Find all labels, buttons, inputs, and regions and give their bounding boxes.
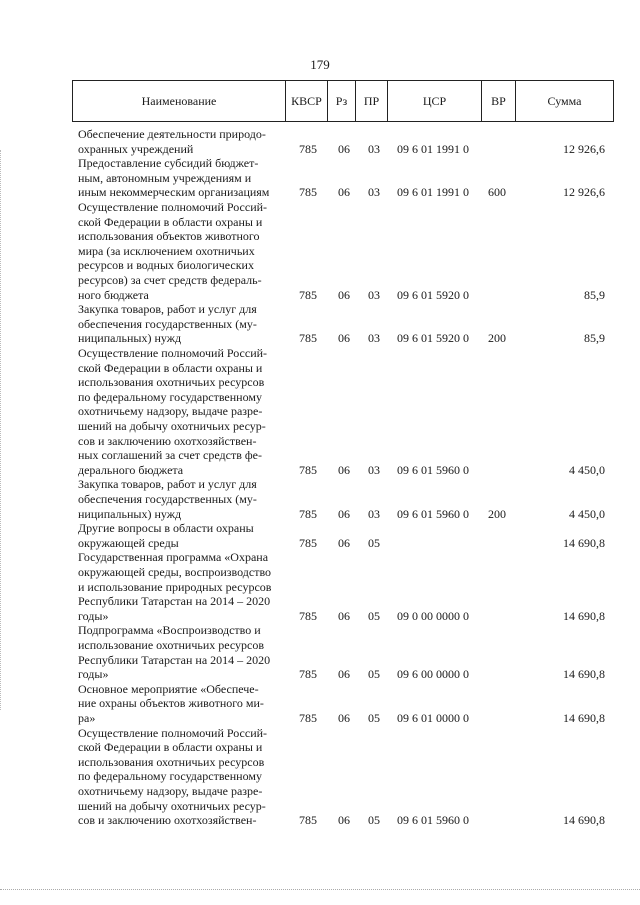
row-csr: 09 6 01 5960 0 [397,462,469,477]
row-kvsr: 785 [299,331,317,346]
row-name [78,302,280,346]
row-pr: 03 [368,506,380,521]
row-name-line: ской Федерации в области охраны и [78,360,263,375]
row-sum: 14 690,8 [563,608,605,623]
row-pr: 03 [368,185,380,200]
table-row [0,200,640,302]
row-rz: 06 [338,813,350,828]
row-rz: 06 [338,506,350,521]
row-name [78,521,280,550]
row-vr: 200 [488,506,506,521]
header-name: Наименование [141,94,217,108]
row-csr: 09 6 00 0000 0 [397,667,469,682]
row-sum: 85,9 [584,331,605,346]
table-header [72,80,614,122]
header-sum: Сумма [515,81,613,121]
row-kvsr: 785 [299,462,317,477]
row-kvsr: 785 [299,813,317,828]
row-name-line: и использование природных ресурсов [78,579,272,594]
table-row [0,623,640,681]
row-name-line: по федеральному государственному [78,389,262,404]
row-csr: 09 6 01 1991 0 [397,185,469,200]
row-csr: 09 6 01 5960 0 [397,813,469,828]
row-name-line: ниципальных) нужд [78,331,182,346]
row-sum: 4 450,0 [569,506,605,521]
row-rz: 06 [338,141,350,156]
row-name [78,200,280,302]
row-name-line: использования объектов животного [78,229,260,244]
row-csr: 09 0 00 0000 0 [397,608,469,623]
table-row [0,156,640,200]
row-sum: 12 926,6 [563,185,605,200]
table-row [0,346,640,477]
row-name-line: ниципальных) нужд [78,506,182,521]
row-sum: 14 690,8 [563,535,605,550]
page-number: 179 [310,57,330,72]
row-name-line: шений на добычу охотничьих ресур- [78,418,266,433]
row-name-line: ресурсов) за счет средств федераль- [78,272,262,287]
row-kvsr: 785 [299,141,317,156]
row-name-line: ние охраны объектов животного ми- [78,696,264,711]
row-name-line: дерального бюджета [78,462,184,477]
row-pr: 03 [368,331,380,346]
row-name [78,346,280,477]
row-pr: 03 [368,462,380,477]
row-pr: 05 [368,710,380,725]
row-rz: 06 [338,185,350,200]
row-rz: 06 [338,287,350,302]
row-name-line: охотничьему надзору, выдаче разре- [78,783,263,798]
row-name-line: Осуществление полномочий Россий- [78,725,268,740]
row-pr: 05 [368,667,380,682]
row-name-line: Государственная программа «Охрана [78,550,269,565]
row-name-line: Подпрограмма «Воспроизводство и [78,623,261,638]
row-rz: 06 [338,331,350,346]
row-rz: 06 [338,535,350,550]
row-kvsr: 785 [299,287,317,302]
row-csr: 09 6 01 5920 0 [397,287,469,302]
row-name-line: ного бюджета [78,287,149,302]
header-csr: ЦСР [387,81,481,121]
row-name [78,726,280,828]
row-kvsr: 785 [299,185,317,200]
row-rz: 06 [338,462,350,477]
row-sum: 12 926,6 [563,141,605,156]
table-row [0,521,640,550]
row-csr: 09 6 01 5960 0 [397,506,469,521]
bottom-rule [0,889,640,890]
row-name-line: окружающей среды [78,535,179,550]
row-name-line: Обеспечение деятельности природо- [78,127,266,141]
row-pr: 05 [368,608,380,623]
row-name-line: по федеральному государственному [78,769,262,784]
row-name-line: Другие вопросы в области охраны [78,521,254,536]
table-row [0,302,640,346]
row-name [78,550,280,623]
row-name-line: иным некоммерческим организациям [78,185,270,200]
row-name-line: годы» [78,667,109,682]
row-kvsr: 785 [299,506,317,521]
row-rz: 06 [338,710,350,725]
table-row [0,726,640,828]
header-rz: Рз [327,81,355,121]
row-sum: 85,9 [584,287,605,302]
header-pr: ПР [355,81,387,121]
row-rz: 06 [338,608,350,623]
row-name-line: сов и заключению охотхозяйствен- [78,433,257,448]
row-name-line: окружающей среды, воспроизводство [78,564,272,579]
row-name [78,477,280,521]
header-kvsr: КВСР [285,81,327,121]
row-vr: 600 [488,185,506,200]
row-name-line: ра» [78,710,96,725]
row-name-line: обеспечения государственных (му- [78,491,257,506]
row-kvsr: 785 [299,608,317,623]
row-name-line: Осуществление полномочий Россий- [78,200,268,214]
row-sum: 4 450,0 [569,462,605,477]
row-pr: 03 [368,141,380,156]
row-name-line: охотничьему надзору, выдаче разре- [78,404,263,419]
row-kvsr: 785 [299,710,317,725]
row-name-line: Осуществление полномочий Россий- [78,346,268,360]
row-name-line: Основное мероприятие «Обеспече- [78,681,259,696]
row-kvsr: 785 [299,667,317,682]
row-csr: 09 6 01 0000 0 [397,710,469,725]
header-vr: ВР [481,81,515,121]
row-csr: 09 6 01 5920 0 [397,331,469,346]
row-name-line: использования охотничьих ресурсов [78,754,265,769]
row-name-line: ным, автономным учреждениям и [78,170,252,185]
row-name-line: Закупка товаров, работ и услуг для [78,477,257,492]
row-name-line: охранных учреждений [78,141,194,156]
row-name-line: ской Федерации в области охраны и [78,740,263,755]
row-pr: 05 [368,535,380,550]
row-name-line: шений на добычу охотничьих ресур- [78,798,266,813]
table-row [0,477,640,521]
row-vr: 200 [488,331,506,346]
row-rz: 06 [338,667,350,682]
row-sum: 14 690,8 [563,710,605,725]
row-kvsr: 785 [299,535,317,550]
row-name-line: Республики Татарстан на 2014 – 2020 [78,652,271,667]
row-name [78,156,280,200]
row-csr: 09 6 01 1991 0 [397,141,469,156]
row-name-line: ресурсов и водных биологических [78,258,254,273]
row-name [78,127,280,156]
row-name-line: мира (за исключением охотничьих [78,243,255,258]
row-name-line: ных соглашений за счет средств фе- [78,448,262,463]
row-pr: 05 [368,813,380,828]
row-sum: 14 690,8 [563,813,605,828]
table-row [0,127,640,156]
table-row [0,682,640,726]
table-row [0,550,640,623]
row-name-line: Предоставление субсидий бюджет- [78,156,259,171]
row-name-line: обеспечения государственных (му- [78,316,257,331]
row-name-line: годы» [78,608,109,623]
row-name-line: сов и заключению охотхозяйствен- [78,813,257,828]
row-sum: 14 690,8 [563,667,605,682]
row-name-line: использования охотничьих ресурсов [78,375,265,390]
row-pr: 03 [368,287,380,302]
row-name-line: ской Федерации в области охраны и [78,214,263,229]
row-name [78,623,280,681]
row-name-line: использование охотничьих ресурсов [78,637,265,652]
row-name-line: Республики Татарстан на 2014 – 2020 [78,594,271,609]
row-name [78,682,280,726]
row-name-line: Закупка товаров, работ и услуг для [78,302,257,317]
